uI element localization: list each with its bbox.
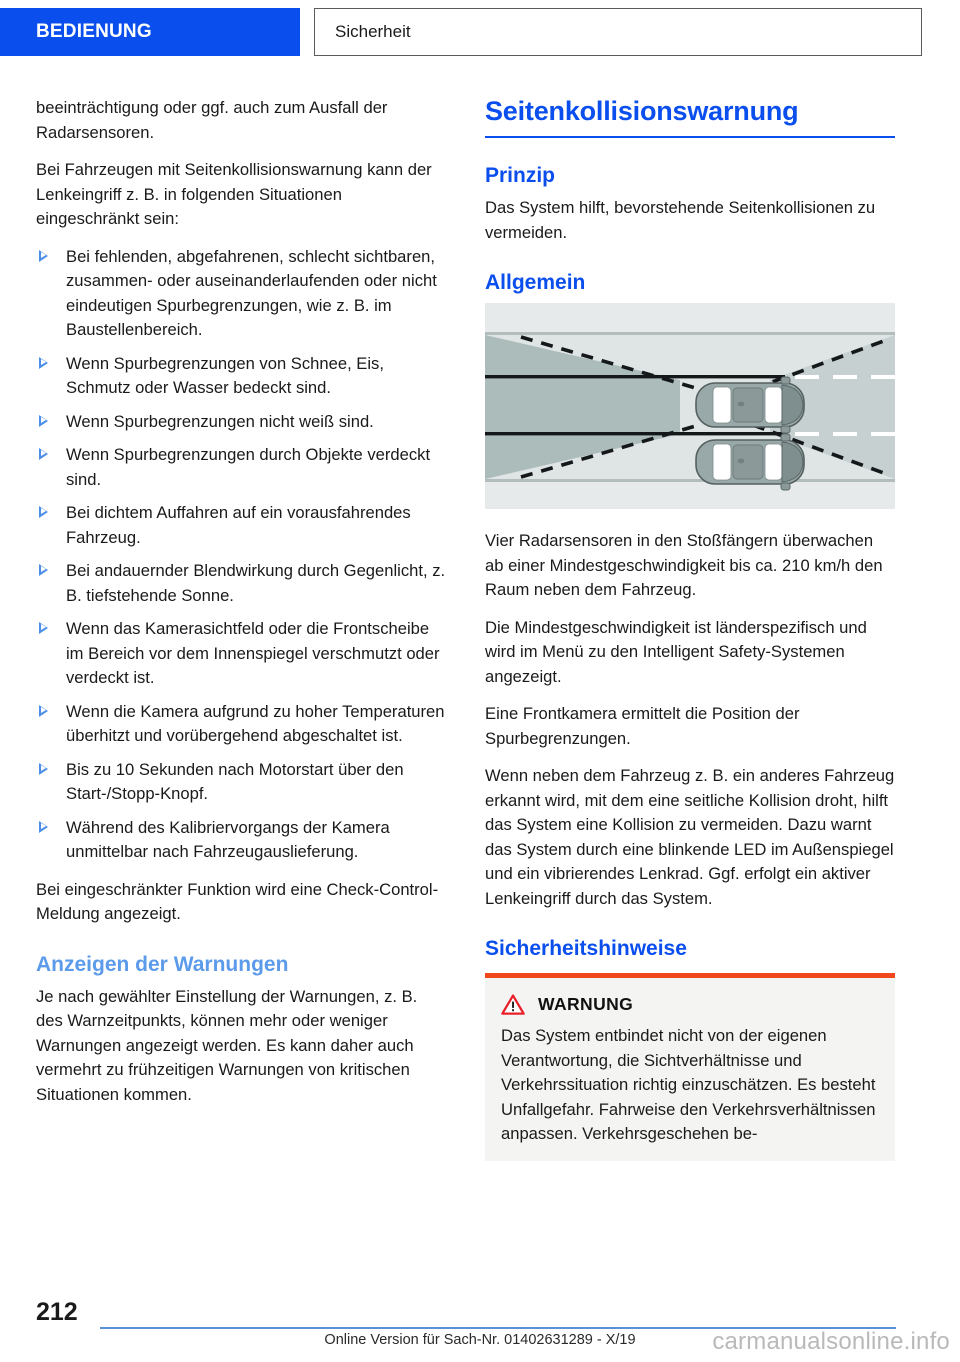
list-item-text: Wenn die Kamera aufgrund zu hoher Temperaturen überhitzt und vorübergehend abgeschaltet ist. (66, 701, 445, 745)
right-paragraph-1: Vier Radarsensoren in den Stoßfängern überwachen ab einer Mindestgeschwindigkeit bis ca. 210 km/h den Raum neben dem Fahrzeug. (485, 531, 883, 599)
warning-box-text: Das System entbindet nicht von der eigenen Verantwortung, die Sichtverhältnisse und Verkehrssituation richtig einzuschätzen. Es besteht Unfallgefahr. Fahrweise den Verkehrsverhältnissen anpassen. Verkehrsgeschehen be- (501, 1026, 876, 1143)
intro-paragraph: Bei Fahrzeugen mit Seitenkollisionswarnung kann der Lenkeingriff z. B. in folgenden Situationen eingeschränkt sein: (36, 160, 432, 228)
list-item-text: Während des Kalibriervorgangs der Kamera unmittelbar nach Fahrzeugauslieferung. (66, 817, 390, 861)
warning-box-header (501, 994, 879, 1015)
page-header (0, 8, 960, 56)
list-item-text: Bei andauernder Blendwirkung durch Gegenlicht, z. B. tiefstehende Sonne. (66, 561, 446, 605)
vehicle-lower (696, 434, 804, 490)
heading-prinzip: Prinzip (485, 164, 556, 187)
list-item-text: Wenn Spurbegrenzungen von Schnee, Eis, Schmutz oder Wasser bedeckt sind. (66, 353, 384, 397)
warning-box (485, 973, 895, 1161)
page-footer (0, 1280, 960, 1362)
warnings-paragraph: Je nach gewählter Einstellung der Warnungen, z. B. des Warnzeitpunkts, können mehr oder weniger Warnungen angezeigt werden. Es kann daher auch vermehrt zu frühzeitigen Warnungen von kritischen Situationen kommen. (36, 986, 418, 1104)
heading-sicherheitshinweise: Sicherheitshinweise (485, 937, 687, 960)
closing-paragraph: Bei eingeschränkter Funktion wird eine Check-Control-Meldung angezeigt. (36, 879, 439, 923)
triangle-bullet-icon (39, 357, 48, 369)
list-item-text: Wenn das Kamerasichtfeld oder die Frontscheibe im Bereich vor dem Innenspiegel verschmutzt oder verdeckt ist. (66, 619, 440, 687)
warning-box-title: WARNUNG (538, 994, 634, 1014)
list-item-text: Bis zu 10 Sekunden nach Motorstart über den Start-/Stopp-Knopf. (66, 759, 404, 803)
header-section-label: Sicherheit (335, 22, 411, 41)
vehicle-upper (696, 377, 804, 433)
list-item (36, 559, 446, 608)
limitations-bullet-list (36, 245, 446, 865)
side-collision-illustration (485, 303, 895, 509)
heading-anzeigen-der-warnungen: Anzeigen der Warnungen (36, 952, 289, 976)
continued-paragraph: beeinträchtigung oder ggf. auch zum Ausfall der Radarsensoren. (36, 98, 388, 142)
page-number: 212 (36, 1298, 78, 1326)
prinzip-paragraph: Das System hilft, bevorstehende Seitenkollisionen zu vermeiden. (485, 198, 876, 242)
footer-online-note: Online Version für Sach-Nr. 01402631289 - X/19 (324, 1332, 636, 1348)
list-item (36, 758, 446, 807)
watermark-label: carmanualsonline.info (712, 1328, 950, 1355)
warning-triangle-icon (501, 994, 525, 1015)
right-paragraph-3: Eine Frontkamera ermittelt die Position der Spurbegrenzungen. (485, 704, 800, 748)
list-item-text: Wenn Spurbegrenzungen nicht weiß sind. (66, 411, 374, 431)
header-section-block (314, 8, 922, 56)
list-item-text: Bei dichtem Auffahren auf ein vorausfahrendes Fahrzeug. (66, 503, 411, 547)
list-item (36, 700, 446, 749)
triangle-bullet-icon (39, 506, 48, 518)
triangle-bullet-icon (39, 705, 48, 717)
triangle-bullet-icon (39, 415, 48, 427)
list-item (36, 410, 446, 435)
heading-allgemein: Allgemein (485, 271, 586, 294)
list-item-text: Wenn Spurbegrenzungen durch Objekte verdeckt sind. (66, 445, 431, 489)
triangle-bullet-icon (39, 250, 48, 262)
header-chapter-block (0, 8, 300, 56)
list-item (36, 443, 446, 492)
right-paragraph-4: Wenn neben dem Fahrzeug z. B. ein anderes Fahrzeug erkannt wird, mit dem eine seitliche Kollision droht, hilft das System eine Kollision zu vermeiden. Dazu warnt das System durch eine blinkende LED im Außenspiegel und ein vibrierendes Lenkrad. Ggf. erfolgt ein aktiver Lenkeingriff durch das System. (485, 766, 895, 908)
list-item (36, 617, 446, 691)
triangle-bullet-icon (39, 763, 48, 775)
list-item (36, 501, 446, 550)
triangle-bullet-icon (39, 821, 48, 833)
list-item (36, 245, 446, 343)
list-item (36, 816, 446, 865)
triangle-bullet-icon (39, 448, 48, 460)
right-paragraph-2: Die Mindestgeschwindigkeit ist länderspezifisch und wird im Menü zu den Intelligent Safety-Systemen angezeigt. (485, 617, 867, 686)
right-column (485, 96, 895, 1161)
header-chapter-label: BEDIENUNG (36, 21, 152, 42)
list-item (36, 352, 446, 401)
triangle-bullet-icon (39, 622, 48, 634)
page-title: Seitenkollisionswarnung (485, 96, 895, 138)
triangle-bullet-icon (39, 564, 48, 576)
list-item-text: Bei fehlenden, abgefahrenen, schlecht sichtbaren, zusammen- oder auseinanderlaufenden oder nicht eindeutigen Spurbegrenzungen, wie z. B. im Baustellenbereich. (66, 246, 437, 339)
left-column (36, 96, 446, 1107)
